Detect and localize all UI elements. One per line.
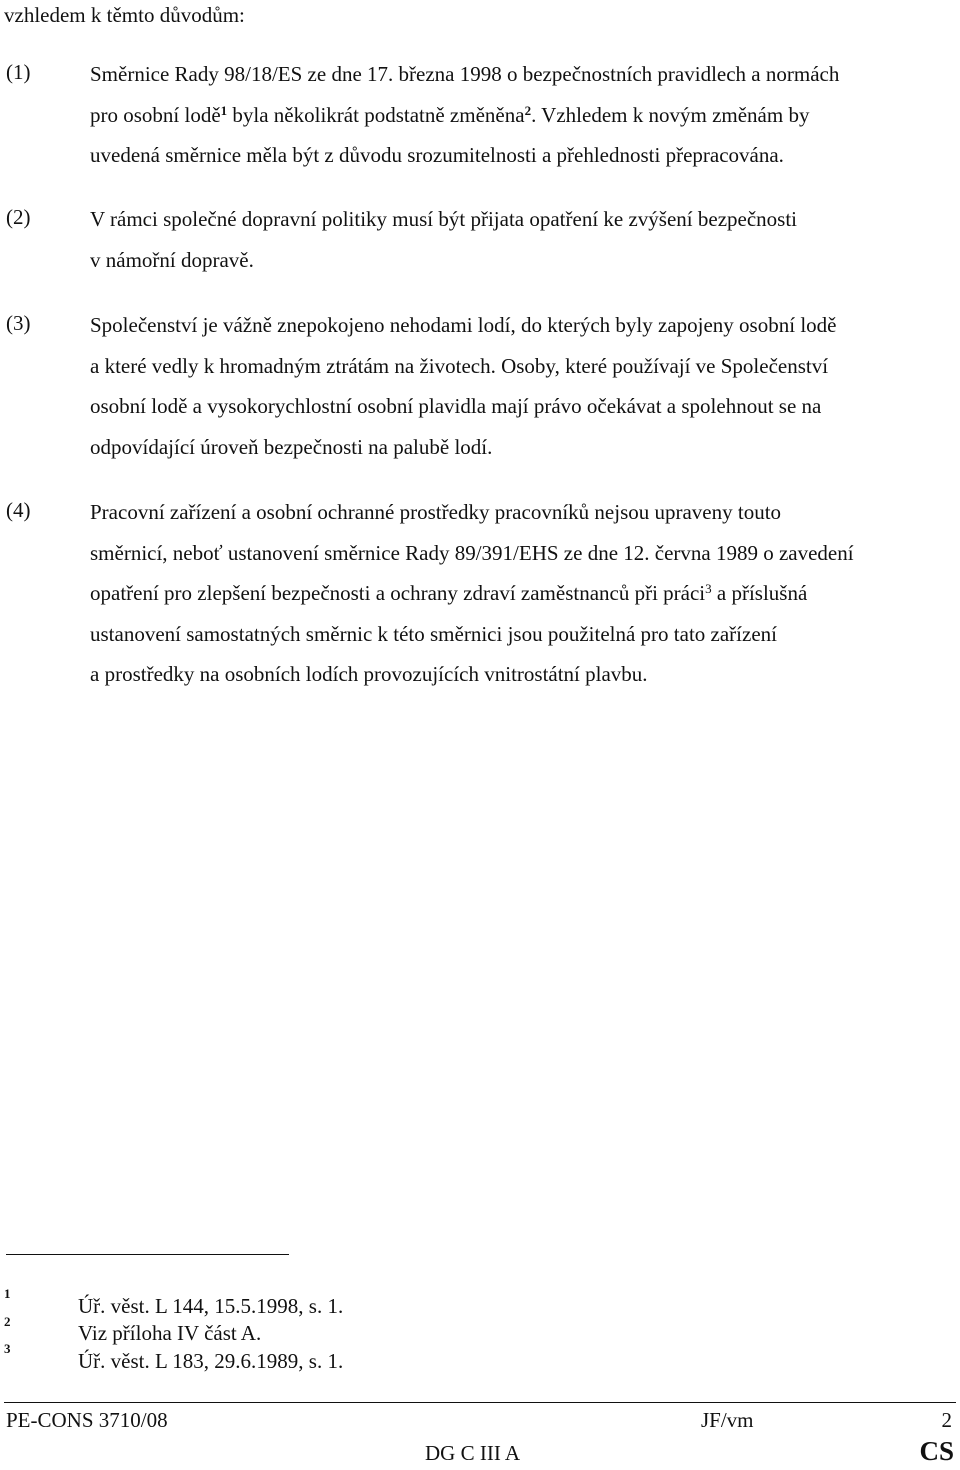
author-initials: JF/vm — [701, 1408, 754, 1432]
paragraph-line: odpovídající úroveň bezpečnosti na palubě lodí. — [90, 434, 493, 459]
footnote-number: 2 — [4, 1314, 11, 1329]
recital-paragraph — [90, 492, 956, 695]
paragraph-number: (3) — [6, 311, 31, 335]
recital-paragraph — [90, 305, 956, 467]
footer-separator — [4, 1402, 956, 1403]
page-number: 2 — [941, 1408, 952, 1432]
footnote-number: 3 — [4, 1341, 11, 1356]
footnote-reference: 2 — [524, 102, 532, 118]
paragraph-line: a prostředky na osobních lodích provozujících vnitrostátní plavbu. — [90, 662, 648, 686]
language-code: CS — [919, 1436, 954, 1466]
intro-line: vzhledem k těmto důvodům: — [4, 3, 245, 27]
paragraph-line: V rámci společné dopravní politiky musí být přijata opatření ke zvýšení bezpečnosti — [90, 207, 798, 231]
paragraph-line: ustanovení samostatných směrnic k této směrnici jsou použitelná pro tato zařízení — [90, 621, 777, 646]
directorate-code: DG C III A — [425, 1441, 521, 1465]
footnote-text: Viz příloha IV část A. — [78, 1321, 262, 1345]
paragraph-line: osobní lodě a vysokorychlostní osobní plavidla mají právo očekávat a spolehnout se na — [90, 394, 822, 418]
paragraph-number: (1) — [6, 60, 31, 84]
footnote-text: Úř. věst. L 183, 29.6.1989, s. 1. — [78, 1349, 344, 1373]
footnote-reference: 3 — [705, 581, 712, 596]
paragraph-line: opatření pro zlepšení bezpečnosti a ochrany zdraví zaměstnanců při práci$^3$ a příslušná — [90, 581, 808, 605]
footnote-reference: 1 — [220, 102, 228, 118]
paragraph-line: Směrnice Rady 98/18/ES ze dne 17. března 1998 o bezpečnostních pravidlech a normách — [90, 62, 840, 86]
footnote-number: 1 — [4, 1286, 11, 1301]
paragraph-line: Pracovní zařízení a osobní ochranné prostředky pracovníků nejsou upraveny touto — [90, 500, 782, 524]
paragraph-number: (2) — [6, 205, 31, 229]
paragraph-number: (4) — [6, 498, 31, 522]
paragraph-line: Společenství je vážně znepokojeno nehodami lodí, do kterých byly zapojeny osobní lodě — [90, 313, 837, 337]
paragraph-line: uvedená směrnice měla být z důvodu srozumitelnosti a přehlednosti přepracována. — [90, 143, 784, 167]
footnote-text: Úř. věst. L 144, 15.5.1998, s. 1. — [78, 1294, 344, 1318]
document-reference: PE-CONS 3710/08 — [6, 1408, 168, 1432]
paragraph-line: pro osobní lodě$^1$ byla několikrát podstatně změněna$^2$. Vzhledem k novým změnám by — [90, 102, 810, 127]
recital-paragraph — [90, 54, 956, 176]
recital-paragraph — [90, 199, 956, 280]
paragraph-line: směrnicí, neboť ustanovení směrnice Rady 89/391/EHS ze dne 12. června 1989 o zavedení — [90, 540, 854, 565]
paragraph-line: a které vedly k hromadným ztrátám na životech. Osoby, které používají ve Společenství — [90, 353, 829, 378]
paragraph-line: v námořní dopravě. — [90, 247, 254, 272]
footnote-separator — [6, 1254, 289, 1255]
